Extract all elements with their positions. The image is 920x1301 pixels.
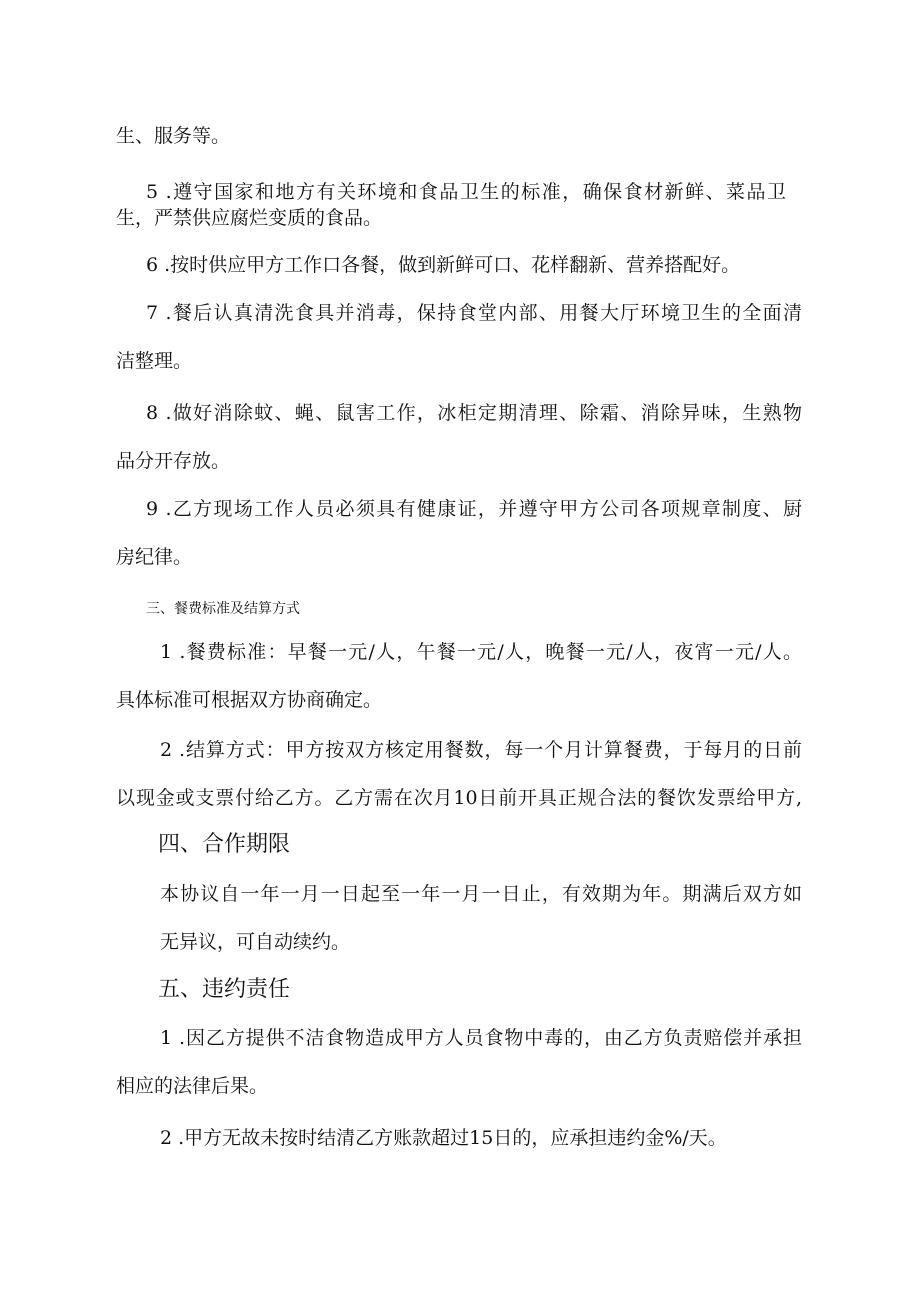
fee-item-1-line-2: 具体标准可根据双方协商确定。 (116, 689, 383, 711)
list-item-8-line-2: 品分开存放。 (116, 450, 231, 472)
list-item-6: 6 .按时供应甲方工作口各餐，做到新鲜可口、花样翻新、营养搭配好。 (146, 254, 741, 276)
list-item-8-line-1: 8 .做好消除蚊、蝇、鼠害工作，冰柜定期清理、除霜、消除异味，生熟物 (146, 402, 802, 424)
fee-item-2-line-1: 2 .结算方式：甲方按双方核定用餐数，每一个月计算餐费，于每月的日前 (160, 739, 802, 761)
list-item-7-line-1: 7 .餐后认真清洗食具并消毒，保持食堂内部、用餐大厅环境卫生的全面清 (146, 302, 802, 324)
text-line: 生、服务等。 (116, 125, 231, 147)
term-line-2: 无异议，可自动续约。 (160, 931, 351, 953)
liability-item-1-line-2: 相应的法律后果。 (116, 1075, 269, 1097)
fee-item-2-line-2: 以现金或支票付给乙方。乙方需在次月10日前开具正规合法的餐饮发票给甲方, (116, 787, 802, 809)
fee-item-1-line-1: 1 .餐费标准：早餐一元/人，午餐一元/人，晚餐一元/人，夜宵一元/人。 (160, 641, 802, 663)
section-heading-4: 四、合作期限 (158, 832, 291, 857)
list-item-7-line-2: 洁整理。 (116, 350, 193, 372)
liability-item-1-line-1: 1 .因乙方提供不洁食物造成甲方人员食物中毒的，由乙方负责赔偿并承担 (160, 1027, 802, 1049)
section-heading-3: 三、餐费标准及结算方式 (146, 601, 300, 617)
section-heading-5: 五、违约责任 (158, 977, 291, 1002)
list-item-9-line-2: 房纪律。 (116, 546, 193, 568)
list-item-5-line-2: 生，严禁供应腐烂变质的食品。 (116, 207, 383, 229)
list-item-9-line-1: 9 .乙方现场工作人员必须具有健康证，并遵守甲方公司各项规章制度、厨 (146, 498, 802, 520)
liability-item-2: 2 .甲方无故未按时结清乙方账款超过15日的，应承担违约金%/天。 (160, 1127, 727, 1149)
list-item-5-line-1: 5 .遵守国家和地方有关环境和食品卫生的标准，确保食材新鲜、菜品卫 (146, 181, 786, 203)
term-line-1: 本协议自一年一月一日起至一年一月一日止，有效期为年。期满后双方如 (160, 883, 802, 905)
